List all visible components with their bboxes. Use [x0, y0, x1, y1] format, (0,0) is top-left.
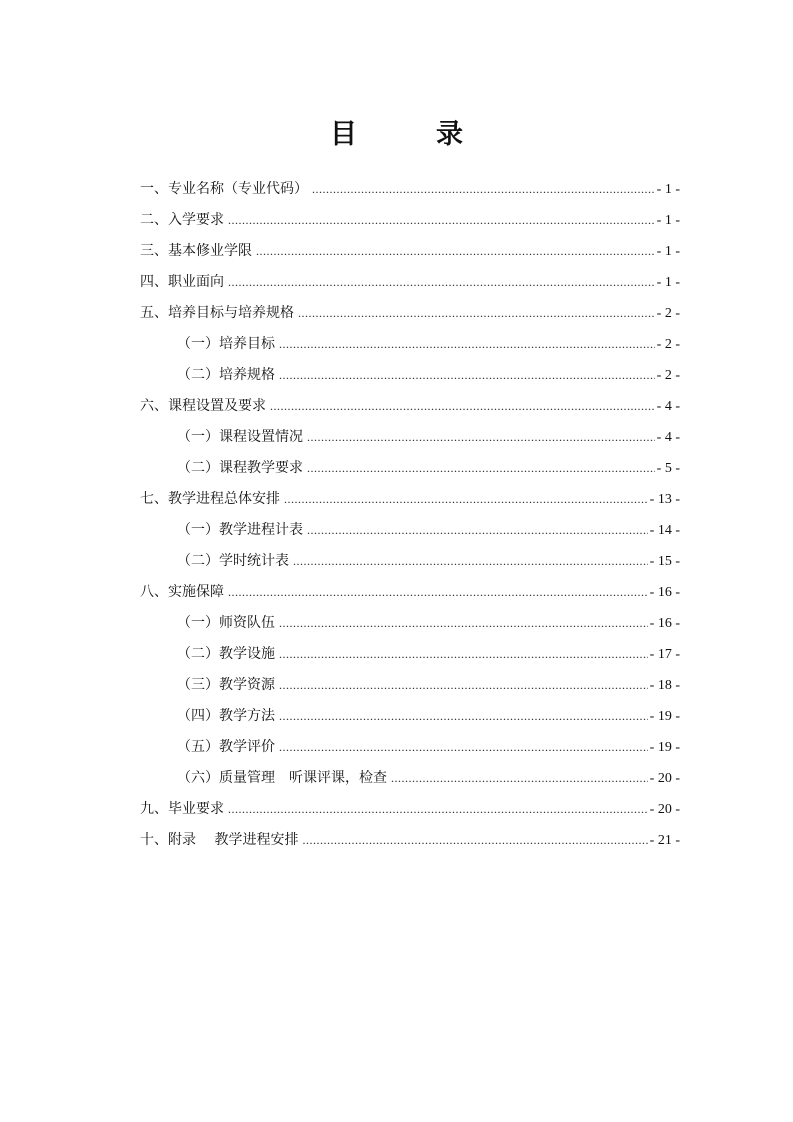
- toc-dot-leader: [279, 360, 655, 391]
- toc-entry-label: （二）学时统计表: [177, 553, 289, 569]
- toc-dot-leader: [228, 267, 655, 298]
- toc-entry[interactable]: [140, 701, 680, 732]
- toc-entry-page-number: - 5 -: [656, 461, 680, 476]
- toc-entry[interactable]: [140, 639, 680, 670]
- toc-dot-leader: [293, 546, 648, 577]
- toc-entry-number: 八、: [140, 584, 168, 600]
- toc-entry-label: 毕业要求: [168, 801, 224, 817]
- toc-entry[interactable]: [140, 608, 680, 639]
- toc-dot-leader: [279, 732, 648, 763]
- toc-entry-number: 三、: [140, 243, 168, 259]
- toc-entry-page-number: - 1 -: [656, 244, 680, 259]
- toc-entry[interactable]: [140, 515, 680, 546]
- toc-entry-number: 十、: [140, 832, 168, 848]
- toc-entry-number: 六、: [140, 398, 168, 414]
- toc-entry[interactable]: [140, 484, 680, 515]
- toc-dot-leader: [391, 763, 648, 794]
- toc-dot-leader: [284, 484, 648, 515]
- toc-entry-page-number: - 2 -: [656, 306, 680, 321]
- toc-entry-number: 五、: [140, 305, 168, 321]
- toc-entry-page-number: - 17 -: [649, 647, 680, 662]
- toc-dot-leader: [228, 794, 648, 825]
- toc-entry[interactable]: [140, 205, 680, 236]
- toc-dot-leader: [307, 515, 648, 546]
- toc-entry-page-number: - 4 -: [656, 399, 680, 414]
- toc-entry-number: 九、: [140, 801, 168, 817]
- toc-entry-number: 七、: [140, 491, 168, 507]
- toc-entry[interactable]: [140, 732, 680, 763]
- toc-dot-leader: [228, 205, 655, 236]
- toc-dot-leader: [298, 298, 655, 329]
- toc-entry-label: 实施保障: [168, 584, 224, 600]
- toc-entry-label: 入学要求: [168, 212, 224, 228]
- toc-dot-leader: [279, 608, 648, 639]
- toc-entry-label: （一）教学进程计表: [177, 522, 303, 538]
- toc-entry-label: （一）课程设置情况: [177, 429, 303, 445]
- toc-entry-page-number: - 21 -: [649, 833, 680, 848]
- toc-entry-number: 一、: [140, 181, 168, 197]
- toc-entry[interactable]: [140, 763, 680, 794]
- toc-entry-label: 培养目标与培养规格: [168, 305, 294, 321]
- toc-entry[interactable]: [140, 453, 680, 484]
- toc-entry[interactable]: [140, 267, 680, 298]
- toc-entry[interactable]: [140, 670, 680, 701]
- toc-entry[interactable]: [140, 794, 680, 825]
- toc-entry-label: 基本修业学限: [168, 243, 252, 259]
- toc-dot-leader: [279, 701, 648, 732]
- toc-entry-label: （三）教学资源: [177, 677, 275, 693]
- toc-entry-page-number: - 15 -: [649, 554, 680, 569]
- toc-dot-leader: [270, 391, 655, 422]
- toc-entry[interactable]: [140, 329, 680, 360]
- toc-entry-page-number: - 16 -: [649, 585, 680, 600]
- toc-entry-page-number: - 1 -: [656, 182, 680, 197]
- toc-dot-leader: [312, 174, 655, 205]
- toc-entry-label: （二）课程教学要求: [177, 460, 303, 476]
- toc-entry-label: （四）教学方法: [177, 708, 275, 724]
- toc-dot-leader: [228, 577, 648, 608]
- toc-entry-label: 课程设置及要求: [168, 398, 266, 414]
- toc-entry-page-number: - 13 -: [649, 492, 680, 507]
- toc-entry-page-number: - 2 -: [656, 337, 680, 352]
- toc-entry-page-number: - 2 -: [656, 368, 680, 383]
- toc-dot-leader: [279, 329, 655, 360]
- toc-entry[interactable]: [140, 577, 680, 608]
- toc-entry-label: （五）教学评价: [177, 739, 275, 755]
- toc-entry-page-number: - 20 -: [649, 771, 680, 786]
- toc-entry-number: 四、: [140, 274, 168, 290]
- toc-entry-page-number: - 19 -: [649, 740, 680, 755]
- toc-entry-label: （二）教学设施: [177, 646, 275, 662]
- toc-dot-leader: [279, 639, 648, 670]
- toc-dot-leader: [307, 422, 655, 453]
- toc-entry-label: （一）师资队伍: [177, 615, 275, 631]
- toc-list: [140, 174, 680, 856]
- toc-dot-leader: [307, 453, 655, 484]
- toc-entry-page-number: - 14 -: [649, 523, 680, 538]
- toc-entry-page-number: - 1 -: [656, 213, 680, 228]
- toc-entry[interactable]: [140, 391, 680, 422]
- toc-title: 目 录: [330, 119, 489, 150]
- toc-entry-page-number: - 19 -: [649, 709, 680, 724]
- toc-entry[interactable]: [140, 422, 680, 453]
- toc-entry[interactable]: [140, 360, 680, 391]
- toc-entry-label: 附录 教学进程安排: [168, 832, 299, 848]
- toc-entry-label: 教学进程总体安排: [168, 491, 280, 507]
- toc-entry-page-number: - 18 -: [649, 678, 680, 693]
- toc-entry-label: （一）培养目标: [177, 336, 275, 352]
- toc-dot-leader: [279, 670, 648, 701]
- toc-entry[interactable]: [140, 546, 680, 577]
- toc-entry[interactable]: [140, 825, 680, 856]
- toc-entry[interactable]: [140, 298, 680, 329]
- toc-entry-label: 专业名称（专业代码）: [168, 181, 308, 197]
- toc-entry-page-number: - 20 -: [649, 802, 680, 817]
- toc-entry-page-number: - 16 -: [649, 616, 680, 631]
- toc-entry-label: （六）质量管理 听课评课，检查: [177, 770, 387, 786]
- toc-entry-page-number: - 4 -: [656, 430, 680, 445]
- toc-entry[interactable]: [140, 174, 680, 205]
- toc-dot-leader: [256, 236, 655, 267]
- toc-entry-label: （二）培养规格: [177, 367, 275, 383]
- toc-entry-page-number: - 1 -: [656, 275, 680, 290]
- toc-entry-label: 职业面向: [168, 274, 224, 290]
- toc-dot-leader: [302, 825, 647, 856]
- toc-entry-number: 二、: [140, 212, 168, 228]
- toc-entry[interactable]: [140, 236, 680, 267]
